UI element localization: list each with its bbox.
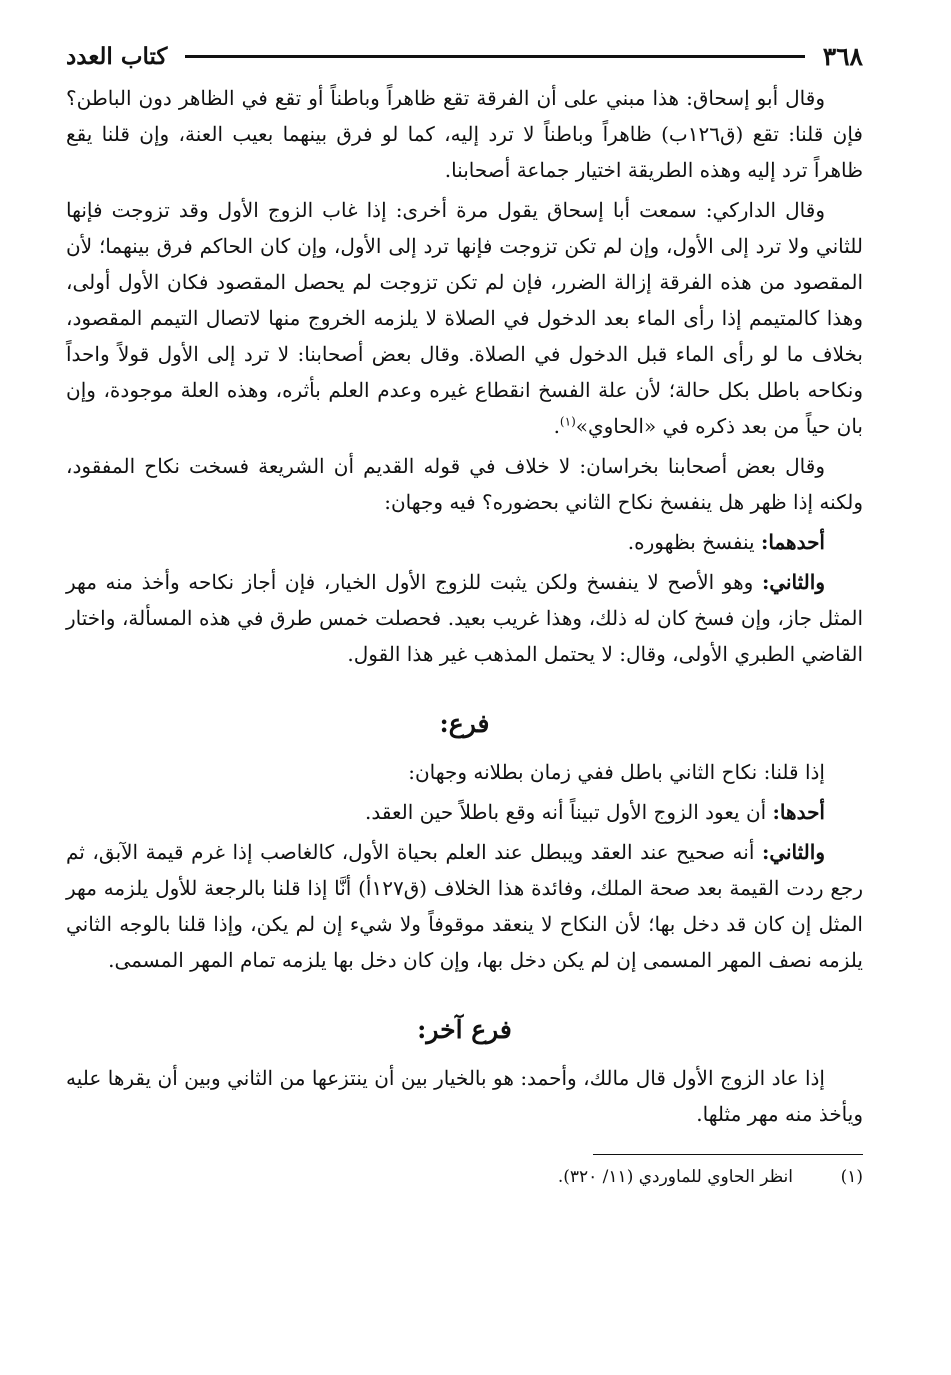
section1-paragraph-1 [66,754,863,790]
paragraph-text: أن يعود الزوج الأول تبيناً أنه وقع باطلاً حين العقد. [364,800,773,824]
paragraph-4 [66,524,863,560]
paragraph-lead: والثاني: [761,570,825,594]
paragraph-text: ينفسخ بظهوره. [627,530,761,554]
page-header [66,38,863,74]
paragraph-lead: أحدهما: [760,530,825,554]
footnote-text: انظر الحاوي للماوردي (١١/ ٣٢٠). [557,1167,793,1187]
paragraph-1 [66,80,863,188]
section-heading-far: فرع: [439,709,490,738]
paragraph-text: وقال بعض أصحابنا بخراسان: لا خلاف في قوله القديم أن الشريعة فسخت نكاح المفقود، ولكنه إذا ظهر هل ينفسخ نكاح الثاني بحضوره؟ فيه وجهان: [66,454,863,514]
paragraph-text: إذا قلنا: نكاح الثاني باطل ففي زمان بطلانه وجهان: [408,760,825,784]
paragraph-text: أنه صحيح عند العقد ويبطل عند العلم بحياة الأول، كالغاصب إذا غرم قيمة الآبق، ثم رجع ردت القيمة بعد صحة الملك، وفائدة هذا الخلاف (ق١٢٧أ) أنَّا إذا قلنا بالرجعة للأول يلزمه مهر المثل إن كان قد دخل بها؛ لأن النكاح لا ينعقد موقوفاً ولا شيء إن لم يكن، وإذا قلنا بالوجه الثاني يلزمه نصف المهر المسمى إن لم يكن دخل بها، وإن كان دخل بها يلزمه تمام المهر المسمى. [66,840,863,972]
paragraph-lead: والثاني: [761,840,825,864]
paragraph-3 [66,448,863,520]
paragraph-text: وقال أبو إسحاق: هذا مبني على أن الفرقة تقع ظاهراً وباطناً أو تقع في الظاهر دون الباطن؟ فإن قلنا: تقع (ق١٢٦ب) ظاهراً وباطناً لا ترد إليه، كما لو فرق بينهما بعيب العنة، وإن قلنا يقع ظاهراً ترد إليه وهذه الطريقة اختيار جماعة أصحابنا. [66,86,863,182]
footnote-rule [593,1154,863,1155]
paragraph-2 [66,192,863,444]
paragraph-lead: أحدها: [772,800,825,824]
paragraph-text: وهو الأصح لا ينفسخ ولكن يثبت للزوج الأول الخيار، فإن أجاز نكاحه وأخذ منه مهر المثل جاز، وإن فسخ كان له ذلك، وهذا غريب بعيد. فحصلت خمس طرق في هذه المسألة، واختار القاضي الطبري الأولى، وقال: لا يحتمل المذهب غير هذا القول. [66,570,863,666]
paragraph-5 [66,564,863,672]
paragraph-text: وقال الداركي: سمعت أبا إسحاق يقول مرة أخرى: إذا غاب الزوج الأول وقد تزوجت فإنها للثاني ولا ترد إلى الأول، وإن لم تكن تزوجت فإنها ترد إلى الأول، وإن كان الحاكم فرق بينهما؛ لأن المقصود من هذه الفرقة إزالة الضرر، فإن لم تكن تزوجت لم يحصل المقصود فكان الأول أولى، وهذا كالمتيمم إذا رأى الماء بعد الدخول في الصلاة لا يلزمه الخروج منها لاتصال التيمم المقصود، بخلاف ما لو رأى الماء قبل الدخول في الصلاة. وقال بعض أصحابنا: لا ترد إلى الأول قولاً واحداً ونكاحه باطل بكل حالة؛ لأن علة الفسخ انقطاع غيره وعدم العلم بأثره، وهذه العلة موجودة، وإن بان حياً من بعد ذكره في «الحاوي» [66,198,863,438]
section1-paragraph-3 [66,834,863,978]
section1-paragraph-2 [66,794,863,830]
paragraph-tail: . [553,414,560,438]
paragraph-text: إذا عاد الزوج الأول قال مالك، وأحمد: هو بالخيار بين أن ينتزعها من الثاني وبين أن يقرها عليه ويأخذ منه مهر مثلها. [66,1066,863,1126]
section-heading-far-akhar: فرع آخر: [417,1015,512,1044]
footnote-marker: (١) [840,1167,863,1187]
footnote-reference[interactable]: (١) [559,414,576,429]
page-number: ٣٦٨ [822,41,863,71]
footnote [66,1163,863,1191]
header-rule [185,55,804,58]
section2-paragraph-1 [66,1060,863,1132]
running-title: كتاب العدد [66,42,168,70]
